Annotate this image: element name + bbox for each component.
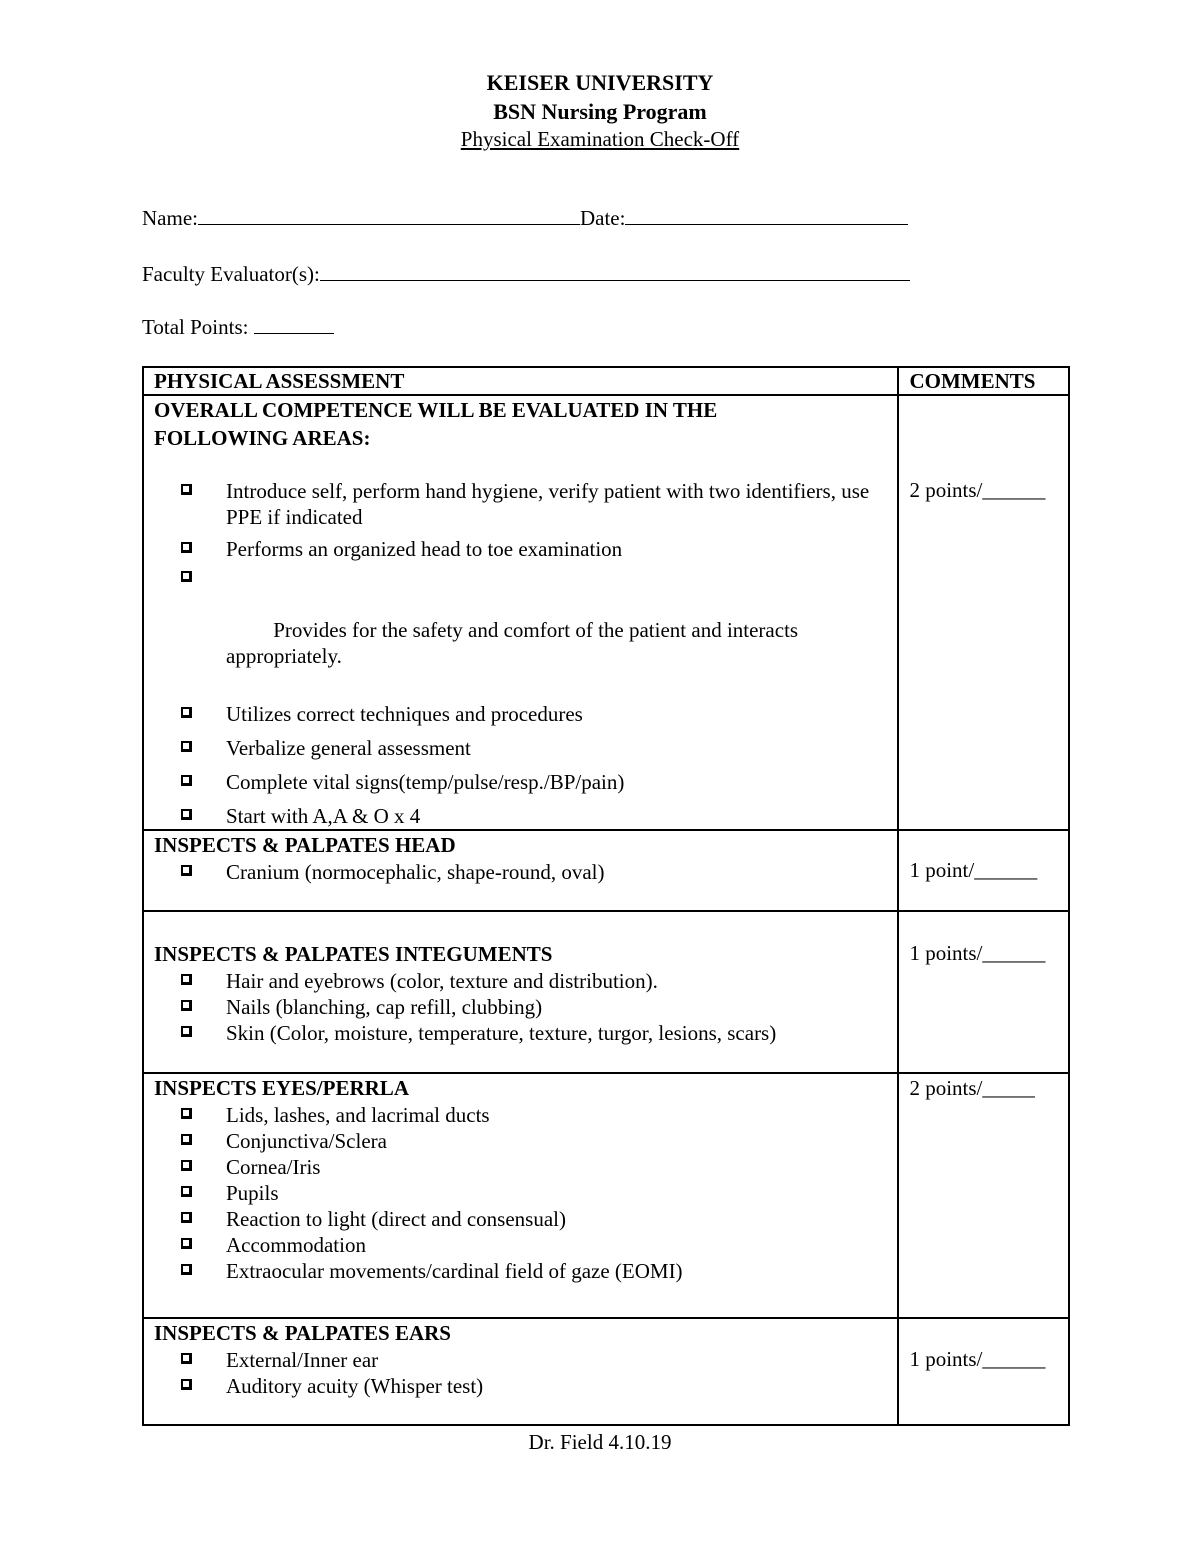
section-ears-comments[interactable] <box>898 1318 1069 1425</box>
checklist-item <box>154 1128 887 1154</box>
checklist-item <box>154 536 887 562</box>
section-title: INSPECTS & PALPATES EARS <box>154 1321 451 1345</box>
section-integuments-content <box>143 911 898 1073</box>
checklist-item <box>154 968 887 994</box>
section-title: OVERALL COMPETENCE WILL BE EVALUATED IN THE <box>154 398 718 422</box>
total-points-field[interactable] <box>254 315 334 334</box>
checklist-item <box>154 1347 887 1373</box>
checkbox-icon[interactable] <box>181 1160 192 1171</box>
item-text: Pupils <box>226 1181 279 1205</box>
checklist-item <box>154 1154 887 1180</box>
points-label: 2 points/_____ <box>909 1076 1035 1100</box>
item-text: Introduce self, perform hand hygiene, verify patient with two identifiers, use PPE if indicated <box>226 479 870 529</box>
assessment-table <box>142 366 1070 1426</box>
checklist-item <box>154 1020 887 1046</box>
date-field[interactable] <box>625 206 908 225</box>
date-label: Date: <box>579 206 626 230</box>
checklist-item <box>154 1258 887 1284</box>
table-header-row <box>143 367 1069 395</box>
points-label: 1 points/______ <box>909 1347 1046 1371</box>
checklist-item <box>154 735 887 761</box>
item-text: Accommodation <box>226 1233 366 1257</box>
evaluator-row <box>142 262 910 287</box>
total-points-row <box>142 315 334 340</box>
total-points-label: Total Points: <box>142 315 249 339</box>
checklist-item <box>154 1102 887 1128</box>
checklist-item <box>154 994 887 1020</box>
item-text: Provides for the safety and comfort of the patient and interacts appropriately. <box>226 618 804 668</box>
item-text: Extraocular movements/cardinal field of gaze (EOMI) <box>226 1259 683 1283</box>
points-label: 1 point/______ <box>909 858 1038 882</box>
checkbox-icon[interactable] <box>181 1212 192 1223</box>
section-title-cont: FOLLOWING AREAS: <box>154 426 371 450</box>
item-text: Conjunctiva/Sclera <box>226 1129 387 1153</box>
section-head-comments[interactable] <box>898 830 1069 911</box>
section-overall-comments[interactable] <box>898 395 1069 830</box>
checklist-item <box>154 1206 887 1232</box>
institution-title: KEISER UNIVERSITY <box>486 70 714 95</box>
checkbox-icon[interactable] <box>181 1353 192 1364</box>
checkbox-icon[interactable] <box>181 707 192 718</box>
checkbox-icon[interactable] <box>181 1238 192 1249</box>
section-head-content <box>143 830 898 911</box>
checkbox-icon[interactable] <box>181 865 192 876</box>
checklist-item <box>154 769 887 795</box>
comments-column-header: COMMENTS <box>898 367 1069 395</box>
section-integuments-row <box>143 911 1069 1073</box>
section-head-row <box>143 830 1069 911</box>
checkbox-icon[interactable] <box>181 1264 192 1275</box>
points-label: 2 points/______ <box>909 478 1046 502</box>
checkbox-icon[interactable] <box>181 1108 192 1119</box>
evaluator-label: Faculty Evaluator(s): <box>142 262 320 286</box>
item-text: Lids, lashes, and lacrimal ducts <box>226 1103 490 1127</box>
item-text: Reaction to light (direct and consensual) <box>226 1207 566 1231</box>
section-overall-row <box>143 395 1069 830</box>
checklist-item <box>154 1180 887 1206</box>
checklist-item <box>154 1373 887 1399</box>
section-eyes-content <box>143 1073 898 1318</box>
form-title: Physical Examination Check-Off <box>460 127 740 151</box>
checkbox-icon[interactable] <box>181 1000 192 1011</box>
checkbox-icon[interactable] <box>181 571 192 582</box>
checkbox-icon[interactable] <box>181 741 192 752</box>
checkbox-icon[interactable] <box>181 1026 192 1037</box>
section-overall-content <box>143 395 898 830</box>
item-text: Utilizes correct techniques and procedures <box>226 702 583 726</box>
assessment-column-header: PHYSICAL ASSESSMENT <box>143 367 898 395</box>
checkbox-icon[interactable] <box>181 484 192 495</box>
name-field[interactable] <box>198 206 580 225</box>
section-title: INSPECTS EYES/PERRLA <box>154 1076 409 1100</box>
checklist-item <box>154 803 887 829</box>
section-ears-content <box>143 1318 898 1425</box>
section-ears-row <box>143 1318 1069 1425</box>
item-text: Auditory acuity (Whisper test) <box>226 1374 484 1398</box>
item-text: Verbalize general assessment <box>226 736 471 760</box>
checkbox-icon[interactable] <box>181 974 192 985</box>
checklist-item <box>154 1232 887 1258</box>
section-title: INSPECTS & PALPATES INTEGUMENTS <box>154 942 553 966</box>
checkbox-icon[interactable] <box>181 1134 192 1145</box>
checklist-item <box>154 478 887 530</box>
checkbox-icon[interactable] <box>181 809 192 820</box>
item-text: Performs an organized head to toe examination <box>226 537 623 561</box>
name-date-row <box>142 206 908 231</box>
checklist-item <box>154 701 887 727</box>
checklist-item <box>154 565 887 695</box>
checkbox-icon[interactable] <box>181 1186 192 1197</box>
item-text: Nails (blanching, cap refill, clubbing) <box>226 995 543 1019</box>
section-title: INSPECTS & PALPATES HEAD <box>154 833 456 857</box>
name-label: Name: <box>142 206 198 230</box>
item-text: Start with A,A & O x 4 <box>226 804 421 828</box>
section-eyes-row <box>143 1073 1069 1318</box>
item-text: Hair and eyebrows (color, texture and distribution). <box>226 969 658 993</box>
item-text: Skin (Color, moisture, temperature, texture, turgor, lesions, scars) <box>226 1021 777 1045</box>
checkbox-icon[interactable] <box>181 542 192 553</box>
item-text: Cranium (normocephalic, shape-round, oval) <box>226 860 605 884</box>
item-text: Complete vital signs(temp/pulse/resp./BP/pain) <box>226 770 625 794</box>
program-title: BSN Nursing Program <box>493 99 707 124</box>
section-eyes-comments[interactable] <box>898 1073 1069 1318</box>
item-text: External/Inner ear <box>226 1348 379 1372</box>
checklist-item <box>154 859 887 885</box>
points-label: 1 points/______ <box>909 941 1046 965</box>
item-text: Cornea/Iris <box>226 1155 321 1179</box>
checkbox-icon[interactable] <box>181 775 192 786</box>
section-integuments-comments[interactable] <box>898 911 1069 1073</box>
evaluator-field[interactable] <box>320 262 910 281</box>
checkbox-icon[interactable] <box>181 1379 192 1390</box>
footer-signature: Dr. Field 4.10.19 <box>528 1430 672 1454</box>
